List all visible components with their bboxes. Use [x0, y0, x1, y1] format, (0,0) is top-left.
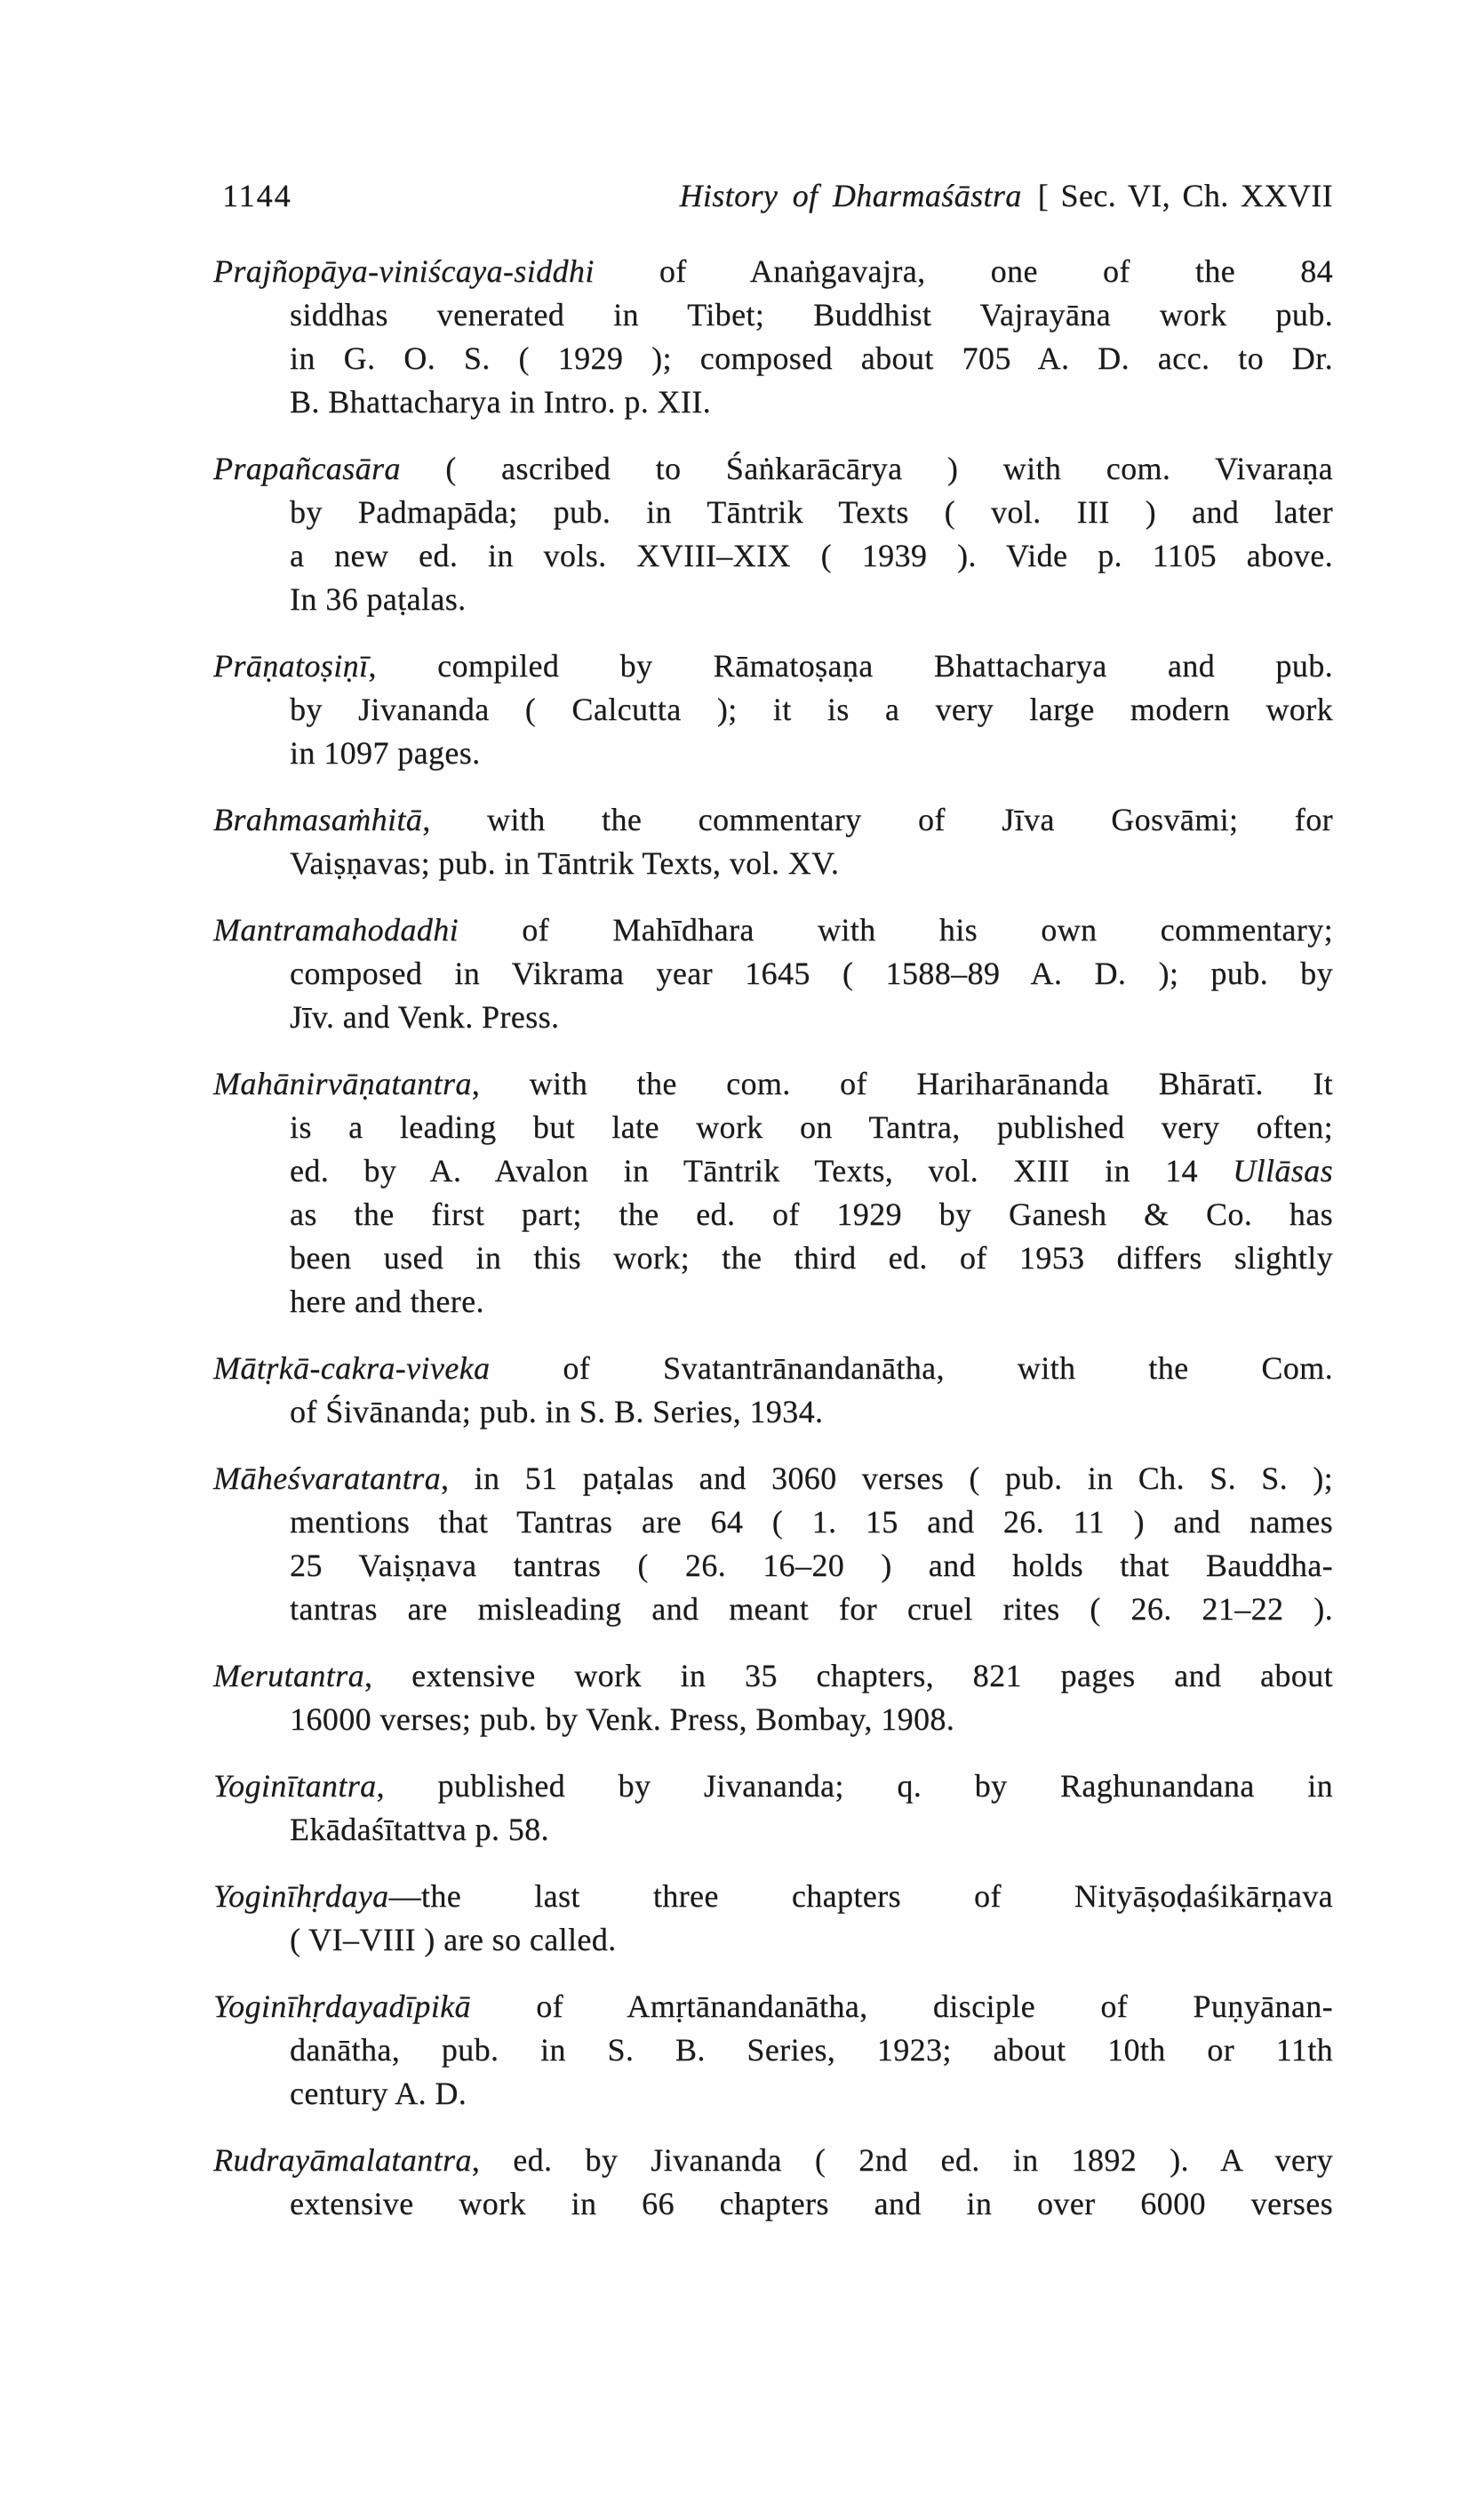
- work-title: Brahmasaṁhitā: [213, 802, 423, 837]
- bibliography-entry: [213, 2139, 1333, 2226]
- text-segment: of Śivānanda; pub. in S. B. Series, 1934.: [290, 1394, 824, 1429]
- entry-line: [290, 1544, 1333, 1588]
- text-segment: 25 Vaiṣṇava tantras ( 26. 16–20 ) and holds that Bauddha-: [290, 1548, 1333, 1583]
- entry-line: [213, 1347, 1333, 1390]
- entry-line: [290, 688, 1333, 732]
- text-segment: of Mahīdhara with his own commentary;: [459, 912, 1333, 948]
- bibliography-list: [213, 250, 1333, 2226]
- bibliography-entry: [213, 1062, 1333, 1324]
- entry-line: [290, 732, 1333, 775]
- text-segment: in G. O. S. ( 1929 ); composed about 705 A. D. acc. to Dr.: [290, 340, 1333, 376]
- text-segment: —the last three chapters of Nityāṣoḍaśikārṇava: [388, 1878, 1333, 1914]
- text-segment: ( VI–VIII ) are so called.: [290, 1922, 617, 1957]
- work-title: Prapañcasāra: [213, 451, 401, 486]
- entry-line: [290, 2182, 1333, 2226]
- text-segment: ( ascribed to Śaṅkarācārya ) with com. Vivaraṇa: [400, 451, 1333, 486]
- entry-line: [213, 644, 1333, 688]
- entry-line: [290, 1500, 1333, 1544]
- text-segment: 16000 verses; pub. by Venk. Press, Bombay, 1908.: [290, 1701, 955, 1737]
- page-number: 1144: [222, 178, 292, 213]
- entry-line: [213, 1654, 1333, 1698]
- entry-line: [213, 798, 1333, 842]
- work-title: Yoginīhṛdayadīpikā: [213, 1988, 471, 2024]
- entry-line: [290, 2072, 1333, 2116]
- work-title: Rudrayāmalatantra: [213, 2142, 472, 2178]
- bibliography-entry: [213, 908, 1333, 1039]
- entry-line: [290, 578, 1333, 621]
- entry-line: [290, 2028, 1333, 2072]
- text-segment: , in 51 paṭalas and 3060 verses ( pub. in Ch. S. S. );: [440, 1460, 1333, 1496]
- work-title: Mātṛkā-cakra-viveka: [213, 1350, 491, 1386]
- entry-line: [290, 1106, 1333, 1149]
- work-title: Yoginītantra: [213, 1768, 377, 1804]
- entry-line: [290, 996, 1333, 1039]
- work-title: Prajñopāya-viniścaya-siddhi: [213, 253, 595, 289]
- text-segment: as the first part; the ed. of 1929 by Ganesh & Co. has: [290, 1196, 1333, 1232]
- text-segment: , compiled by Rāmatoṣaṇa Bhattacharya and pub.: [368, 648, 1333, 684]
- text-segment: century A. D.: [290, 2076, 467, 2111]
- text-segment: extensive work in 66 chapters and in over 6000 verses: [290, 2186, 1333, 2221]
- text-segment: of Amṛtānandanātha, disciple of Puṇyānan-: [470, 1988, 1333, 2024]
- entry-line: [213, 908, 1333, 952]
- entry-line: [213, 1457, 1333, 1500]
- text-segment: of Svatantrānandanātha, with the Com.: [490, 1350, 1333, 1386]
- entry-line: [213, 2139, 1333, 2182]
- text-segment: , with the commentary of Jīva Gosvāmi; for: [422, 802, 1333, 837]
- section-reference: [ Sec. VI, Ch. XXVII: [1037, 178, 1333, 213]
- text-segment: composed in Vikrama year 1645 ( 1588–89 A. D. ); pub. by: [290, 956, 1333, 991]
- bibliography-entry: [213, 644, 1333, 775]
- text-segment: Jīv. and Venk. Press.: [290, 999, 560, 1035]
- bibliography-entry: [213, 1764, 1333, 1852]
- entry-line: [290, 491, 1333, 534]
- entry-line: [213, 1985, 1333, 2028]
- work-title: Mahānirvāṇatantra: [213, 1066, 472, 1101]
- text-segment: , ed. by Jivananda ( 2nd ed. in 1892 ). A very: [471, 2142, 1333, 2178]
- entry-line: [290, 337, 1333, 380]
- entry-line: [290, 534, 1333, 578]
- text-segment: of Anaṅgavajra, one of the 84: [594, 253, 1333, 289]
- entry-line: [290, 1808, 1333, 1852]
- bibliography-entry: [213, 1985, 1333, 2116]
- entry-line: [290, 1280, 1333, 1324]
- text-segment: B. Bhattacharya in Intro. p. XII.: [290, 384, 712, 420]
- bibliography-entry: [213, 1457, 1333, 1631]
- entry-line: [290, 1918, 1333, 1962]
- entry-line: [213, 1875, 1333, 1918]
- text-segment: , with the com. of Hariharānanda Bhāratī. It: [471, 1066, 1333, 1101]
- entry-line: [290, 1588, 1333, 1631]
- text-segment: ed. by A. Avalon in Tāntrik Texts, vol. XIII in 14: [290, 1153, 1233, 1188]
- text-segment: Ekādaśītattva p. 58.: [290, 1812, 549, 1847]
- text-segment: In 36 paṭalas.: [290, 581, 467, 617]
- text-segment: by Padmapāda; pub. in Tāntrik Texts ( vol. III ) and later: [290, 494, 1333, 530]
- entry-line: [290, 842, 1333, 885]
- text-segment: by Jivananda ( Calcutta ); it is a very large modern work: [290, 692, 1333, 727]
- bibliography-entry: [213, 798, 1333, 885]
- entry-line: [290, 1698, 1333, 1741]
- book-title: History of Dharmaśāstra: [679, 178, 1022, 213]
- entry-line: [290, 952, 1333, 996]
- entry-line: [290, 1149, 1333, 1193]
- bibliography-entry: [213, 1347, 1333, 1434]
- bibliography-entry: [213, 447, 1333, 621]
- text-segment: Vaiṣṇavas; pub. in Tāntrik Texts, vol. XV.: [290, 845, 840, 881]
- entry-line: [213, 1062, 1333, 1106]
- entry-line: [213, 250, 1333, 293]
- text-segment: is a leading but late work on Tantra, published very often;: [290, 1109, 1333, 1145]
- work-title: Merutantra: [213, 1658, 364, 1693]
- entry-line: [213, 1764, 1333, 1808]
- entry-line: [290, 1236, 1333, 1280]
- work-title: Mantramahodadhi: [213, 912, 459, 948]
- page-header: [213, 174, 1333, 218]
- text-segment: mentions that Tantras are 64 ( 1. 15 and 26. 11 ) and names: [290, 1504, 1333, 1540]
- work-title: Ullāsas: [1233, 1153, 1333, 1188]
- work-title: Yoginīhṛdaya: [213, 1878, 389, 1914]
- text-segment: , extensive work in 35 chapters, 821 pages and about: [364, 1658, 1333, 1693]
- bibliography-entry: [213, 1875, 1333, 1962]
- text-segment: been used in this work; the third ed. of 1953 differs slightly: [290, 1240, 1333, 1276]
- bibliography-entry: [213, 250, 1333, 424]
- bibliography-entry: [213, 1654, 1333, 1741]
- entry-line: [290, 1193, 1333, 1236]
- entry-line: [290, 1390, 1333, 1434]
- text-segment: in 1097 pages.: [290, 735, 481, 771]
- entry-line: [213, 447, 1333, 491]
- work-title: Māheśvaratantra: [213, 1460, 441, 1496]
- running-title: [679, 174, 1333, 218]
- text-segment: siddhas venerated in Tibet; Buddhist Vajrayāna work pub.: [290, 297, 1333, 332]
- entry-line: [290, 293, 1333, 337]
- entry-line: [290, 380, 1333, 424]
- text-segment: tantras are misleading and meant for cruel rites ( 26. 21–22 ).: [290, 1591, 1333, 1627]
- text-segment: danātha, pub. in S. B. Series, 1923; about 10th or 11th: [290, 2032, 1333, 2068]
- text-segment: , published by Jivananda; q. by Raghunandana in: [376, 1768, 1333, 1804]
- text-segment: here and there.: [290, 1284, 484, 1319]
- work-title: Prāṇatoṣiṇī: [213, 648, 369, 684]
- text-segment: a new ed. in vols. XVIII–XIX ( 1939 ). Vide p. 1105 above.: [290, 538, 1333, 573]
